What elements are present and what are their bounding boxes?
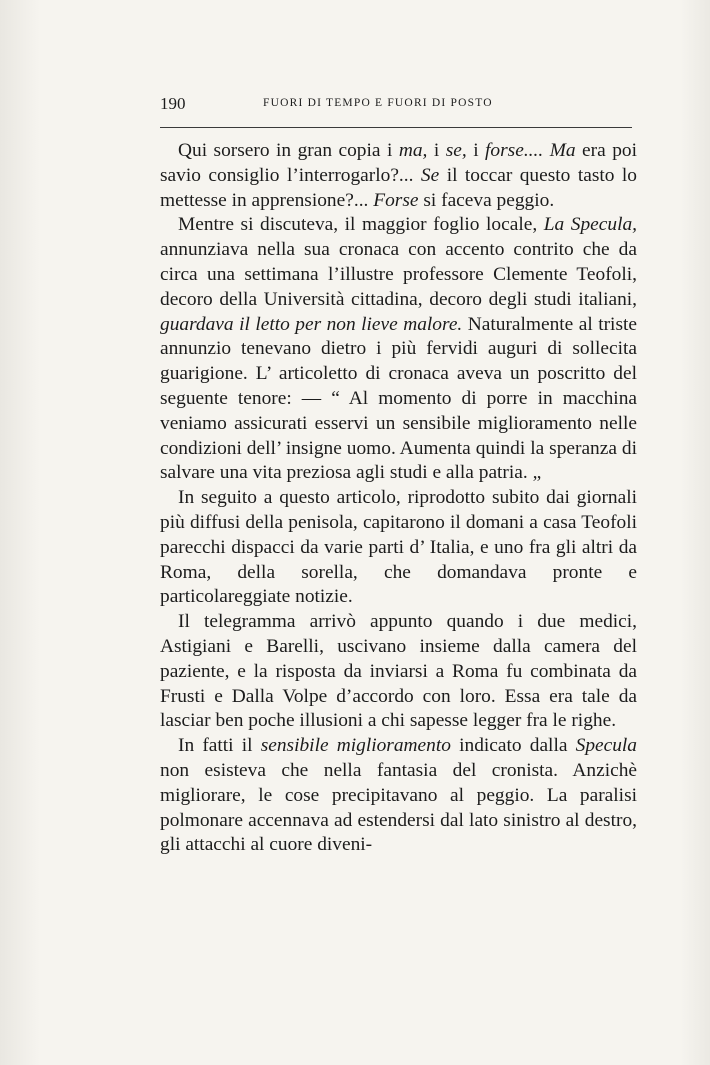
page-number: 190 [160,94,186,113]
italic-phrase: Forse [373,189,419,211]
italic-phrase: La Specula, [543,214,637,236]
italic-phrase: ma, [398,140,428,161]
italic-phrase: Se [420,164,440,186]
italic-phrase: forse.... [485,140,544,161]
paragraph: Il telegramma arrivò appunto quando i due medici, Astigiani e Barelli, uscivano insieme dalla camera del paziente, e la risposta da inviarsi a Roma fu combinata da Frusti e Dalla Volpe d’accordo con loro. Essa era tale da lasciar ben poche illusioni a chi sapesse legger fra le righe. [160,611,637,732]
page-header [160,94,632,116]
italic-phrase: Specula [575,735,638,757]
paragraph: Mentre si discuteva, il maggior foglio locale, La Specula, annunziava nella sua cronaca con accento contrito che da circa una settimana l’illustre professore Clemente Teofoli, decoro della Università cittadina, decoro degli studi italiani, guardava il letto per non lieve malore. Naturalmente al triste annunzio tenevano dietro i più fervidi auguri di sollecita guarigione. L’ articoletto di cronaca aveva un poscritto del seguente tenore: — “ Al momento di porre in macchina veniamo assicurati esservi un sensibile miglioramento nelle condizioni dell’ insigne uomo. Aumenta quindi la speranza di salvare una vita preziosa agli studi e alla patria. „ [160,214,637,484]
paragraph: Qui sorsero in gran copia i ma, i se, i forse.... Ma era poi savio consiglio l’interrogarlo?... Se il toccar questo tasto lo mettesse in apprensione?... Forse si faceva peggio. [160,140,637,211]
italic-phrase: Ma [549,140,576,161]
body-text [160,139,637,858]
header-rule [160,127,632,128]
italic-phrase: se, [445,140,467,161]
paragraph: In seguito a questo articolo, riprodotto subito dai giornali più diffusi della penisola, capitarono il domani a casa Teofoli parecchi dispacci da varie parti d’ Italia, e uno fra gli altri da Roma, della sorella, che domandava pronte e particolareggiate notizie. [160,487,637,608]
italic-phrase: guardava il letto per non lieve malore. [160,313,463,335]
running-title: FUORI DI TEMPO E FUORI DI POSTO [263,97,493,109]
italic-phrase: sensibile miglioramento [260,735,451,757]
paragraph: In fatti il sensibile miglioramento indicato dalla Specula non esisteva che nella fantasia del cronista. Anzichè migliorare, le cose precipitavano al peggio. La paralisi polmonare accennava ad estendersi dal lato sinistro al destro, gli attacchi al cuore diveni- [160,735,638,856]
